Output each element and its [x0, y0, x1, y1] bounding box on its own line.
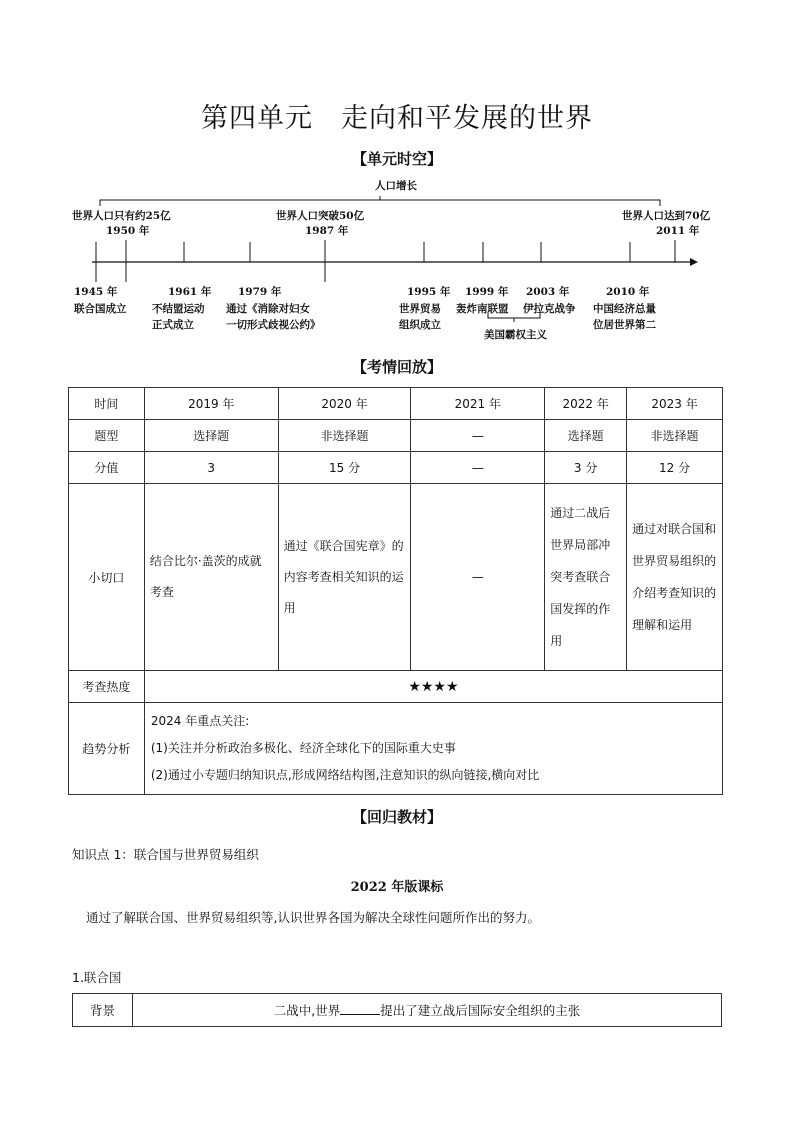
table-cell: [133, 994, 722, 1027]
timeline-below-1961-year: 1961 年: [168, 286, 212, 298]
timeline-above-1987-year: 1987 年: [305, 225, 349, 237]
timeline-above-1987-text: 世界人口突破50亿: [276, 210, 365, 222]
table-cell: 选择题: [144, 420, 278, 452]
background-text-before: 二战中,世界: [273, 1003, 341, 1018]
entry-2022-text: 通过二战后世界局部冲突考查联合国发挥的作用: [550, 506, 611, 648]
timeline-below-1979-text2: 一切形式歧视公约》: [226, 319, 321, 331]
subsection-title: 1.联合国: [72, 970, 122, 985]
timeline-below-1995-year: 1995 年: [407, 286, 451, 298]
un-table: [72, 993, 722, 1027]
section-heading-exam: 【考情回放】: [351, 358, 442, 376]
table-cell: —: [411, 484, 545, 671]
fill-in-blank[interactable]: [340, 1002, 380, 1015]
standard-text: 通过了解联合国、世界贸易组织等,认识世界各国为解决全球性问题所作出的努力。: [86, 910, 540, 925]
table-cell: 3 分: [545, 452, 627, 484]
table-cell: 15 分: [278, 452, 411, 484]
timeline-below-2010-text2: 位居世界第二: [593, 319, 656, 331]
table-row-heat: [69, 671, 723, 703]
background-text-after: 提出了建立战后国际安全组织的主张: [380, 1003, 581, 1018]
table-cell: 2021 年: [411, 388, 545, 420]
entry-2019-text: 结合比尔·盖茨的成就考查: [149, 554, 262, 599]
timeline-above-2011-text: 世界人口达到70亿: [622, 210, 711, 222]
table-row-entry: [69, 484, 723, 671]
trend-line: 2024 年重点关注:: [150, 714, 250, 728]
table-cell: 时间: [69, 388, 145, 420]
table-cell: 非选择题: [627, 420, 723, 452]
table-cell: —: [411, 452, 545, 484]
timeline-below-2010-year: 2010 年: [606, 286, 650, 298]
table-cell: 趋势分析: [69, 703, 145, 795]
timeline-below-1961-text1: 不结盟运动: [152, 303, 205, 315]
table-cell: 非选择题: [278, 420, 411, 452]
table-cell: [545, 484, 627, 671]
timeline-above-1950-year: 1950 年: [106, 225, 150, 237]
table-cell: [144, 703, 722, 795]
entry-2023-text: 通过对联合国和世界贸易组织的介绍考查知识的理解和运用: [632, 522, 717, 632]
timeline-below-2003-year: 2003 年: [526, 286, 570, 298]
table-cell: 考查热度: [69, 671, 145, 703]
timeline-below-1979-text1: 通过《消除对妇女: [226, 303, 310, 315]
table-cell: 2023 年: [627, 388, 723, 420]
timeline-below-1961-text2: 正式成立: [152, 319, 194, 331]
section-heading-textbook: 【回归教材】: [351, 808, 442, 826]
table-row-score: [69, 452, 723, 484]
heat-stars: ★★★★: [144, 671, 722, 703]
table-cell: 2020 年: [278, 388, 411, 420]
table-row-header: [69, 388, 723, 420]
table-cell: 选择题: [545, 420, 627, 452]
timeline-below-1999-year: 1999 年: [465, 286, 509, 298]
page-title: 第四单元 走向和平发展的世界: [201, 103, 593, 134]
standard-title: 2022 年版课标: [350, 880, 444, 895]
trend-line: (1)关注并分析政治多极化、经济全球化下的国际重大史事: [150, 741, 456, 755]
timeline-below-1995-text2: 组织成立: [399, 319, 441, 331]
table-cell: [627, 484, 723, 671]
table-cell: 背景: [73, 994, 133, 1027]
timeline-bracket-label: 美国霸权主义: [484, 329, 547, 341]
table-row: [73, 994, 722, 1027]
timeline-below-1979-year: 1979 年: [238, 286, 282, 298]
timeline-below-2003-text: 伊拉克战争: [523, 303, 576, 315]
population-growth-label: 人口增长: [375, 180, 417, 192]
table-cell: 小切口: [69, 484, 145, 671]
timeline-below-1995-text1: 世界贸易: [399, 303, 441, 315]
section-heading-timeline: 【单元时空】: [351, 150, 442, 168]
table-row-type: [69, 420, 723, 452]
exam-review-table: [68, 387, 723, 795]
timeline-below-1999-text: 轰炸南联盟: [456, 303, 509, 315]
table-row-trend: [69, 703, 723, 795]
trend-line: (2)通过小专题归纳知识点,形成网络结构图,注意知识的纵向链接,横向对比: [150, 768, 540, 782]
table-cell: 分值: [69, 452, 145, 484]
table-cell: 2022 年: [545, 388, 627, 420]
table-cell: [144, 484, 278, 671]
timeline-above-2011-year: 2011 年: [656, 225, 700, 237]
timeline-above-1950-text: 世界人口只有约25亿: [72, 210, 171, 222]
timeline-below-2010-text1: 中国经济总量: [593, 303, 656, 315]
table-cell: 3: [144, 452, 278, 484]
timeline-below-1945-year: 1945 年: [74, 286, 118, 298]
table-cell: 12 分: [627, 452, 723, 484]
entry-2020-text: 通过《联合国宪章》的内容考查相关知识的运用: [283, 538, 404, 615]
timeline-below-1945-text: 联合国成立: [74, 303, 127, 315]
timeline: [0, 0, 794, 360]
table-cell: 题型: [69, 420, 145, 452]
table-cell: [278, 484, 411, 671]
knowledge-point-title: 知识点 1：联合国与世界贸易组织: [72, 847, 259, 862]
table-cell: 2019 年: [144, 388, 278, 420]
table-cell: —: [411, 420, 545, 452]
